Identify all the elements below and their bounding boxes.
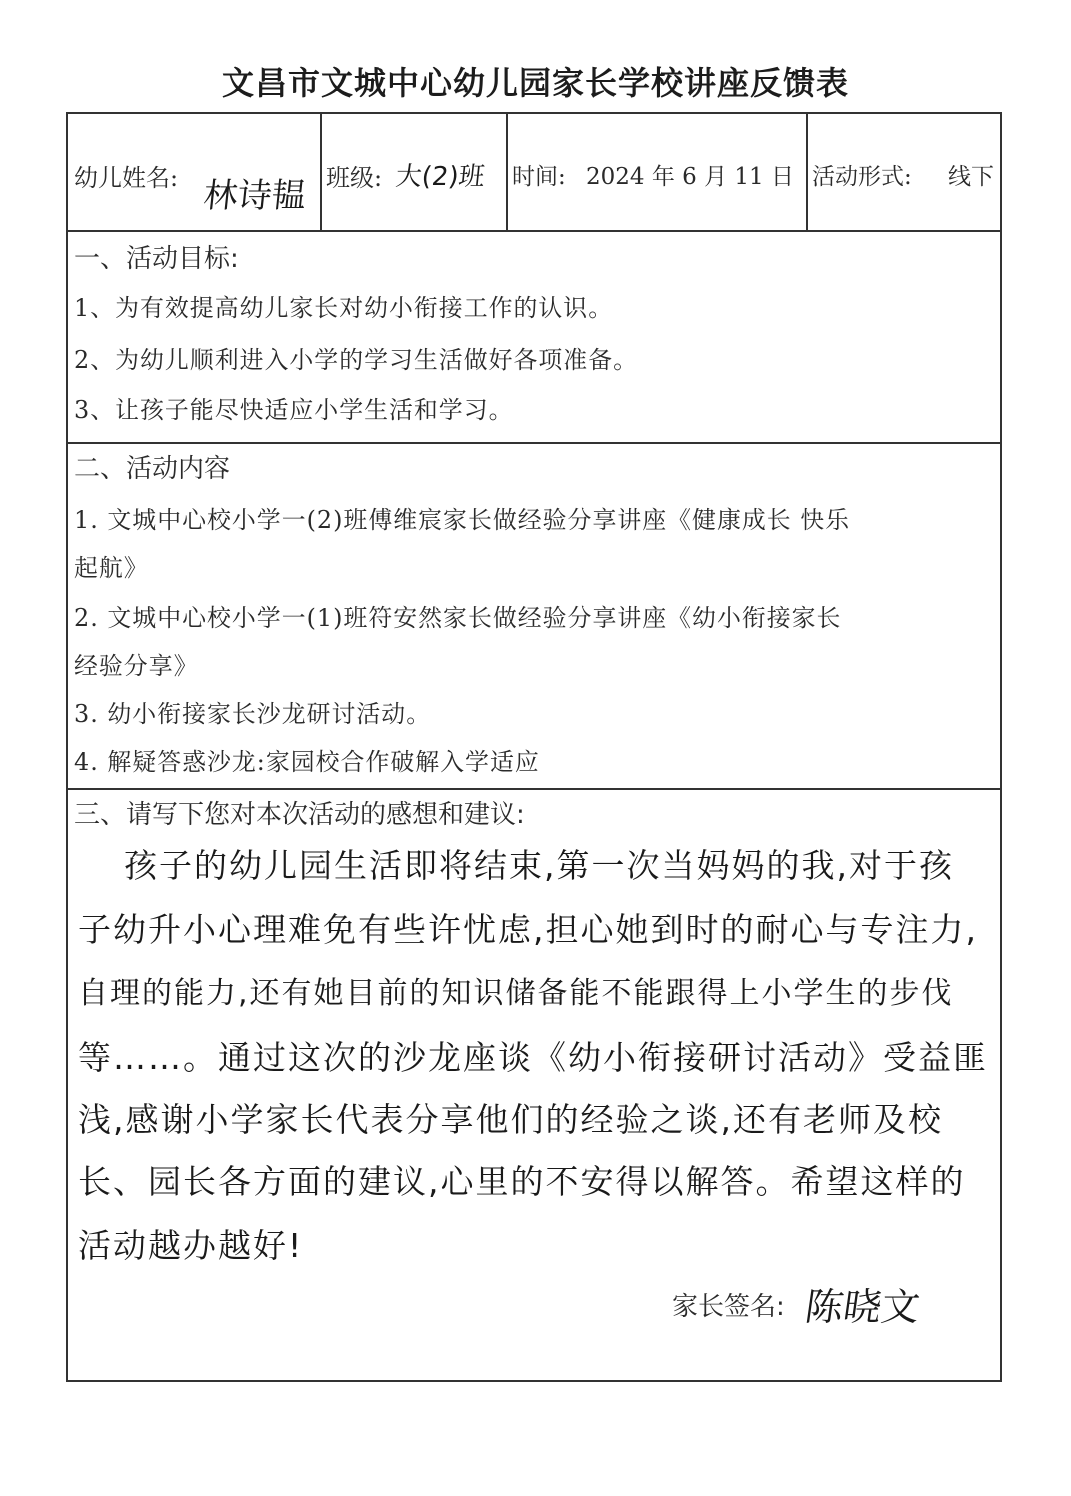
content-line: 2. 文城中心校小学一(1)班符安然家长做经验分享讲座《幼小衔接家长 [74, 604, 842, 632]
goal-item: 1、为有效提高幼儿家长对幼小衔接工作的认识。 [74, 294, 614, 322]
class-label: 班级: [326, 164, 383, 192]
section-feedback-heading: 三、请写下您对本次活动的感想和建议: [74, 800, 525, 830]
content-line: 起航》 [74, 554, 149, 582]
handwritten-feedback-line: 子幼升小心理难免有些许忧虑,担心她到时的耐心与专注力, [78, 910, 978, 949]
activity-form-label: 活动形式: [812, 164, 912, 190]
handwritten-feedback-line: 孩子的幼儿园生活即将结束,第一次当妈妈的我,对于孩 [124, 846, 954, 885]
activity-form-value: 线下 [948, 164, 994, 190]
content-line: 3. 幼小衔接家长沙龙研讨活动。 [74, 700, 432, 728]
time-value: 2024 年 6 月 11 日 [586, 164, 794, 190]
child-name-label: 幼儿姓名: [74, 164, 179, 192]
child-name-value: 林诗韫 [201, 176, 308, 216]
handwritten-feedback-line: 等……。通过这次的沙龙座谈《幼小衔接研讨活动》受益匪 [78, 1038, 988, 1077]
feedback-form [66, 112, 1002, 1382]
handwritten-feedback-line: 活动越办越好! [78, 1226, 304, 1265]
form-title: 文昌市文城中心幼儿园家长学校讲座反馈表 [221, 64, 849, 102]
time-label: 时间: [512, 164, 566, 190]
handwritten-feedback-line: 浅,感谢小学家长代表分享他们的经验之谈,还有老师及校 [78, 1100, 943, 1139]
parent-signature: 陈晓文 [802, 1285, 923, 1329]
content-line: 4. 解疑答惑沙龙:家园校合作破解入学适应 [74, 748, 540, 776]
content-line: 1. 文城中心校小学一(2)班傅维宸家长做经验分享讲座《健康成长 快乐 [74, 506, 851, 534]
goal-item: 2、为幼儿顺利进入小学的学习生活做好各项准备。 [74, 346, 639, 374]
content-line: 经验分享》 [74, 652, 199, 680]
row-divider [68, 788, 1000, 790]
section-content-heading: 二、活动内容 [74, 454, 231, 484]
header-divider [320, 114, 322, 232]
header-divider [806, 114, 808, 232]
section-goals-heading: 一、活动目标: [74, 244, 239, 274]
row-divider [68, 442, 1000, 444]
handwritten-feedback-line: 自理的能力,还有她目前的知识储备能不能跟得上小学生的步伐 [78, 976, 954, 1011]
header-divider [506, 114, 508, 232]
class-value: 大(2)班 [394, 162, 487, 192]
handwritten-feedback-line: 长、园长各方面的建议,心里的不安得以解答。希望这样的 [78, 1162, 966, 1201]
goal-item: 3、让孩子能尽快适应小学生活和学习。 [74, 396, 514, 424]
signature-label: 家长签名: [672, 1292, 785, 1322]
row-divider [68, 230, 1000, 232]
